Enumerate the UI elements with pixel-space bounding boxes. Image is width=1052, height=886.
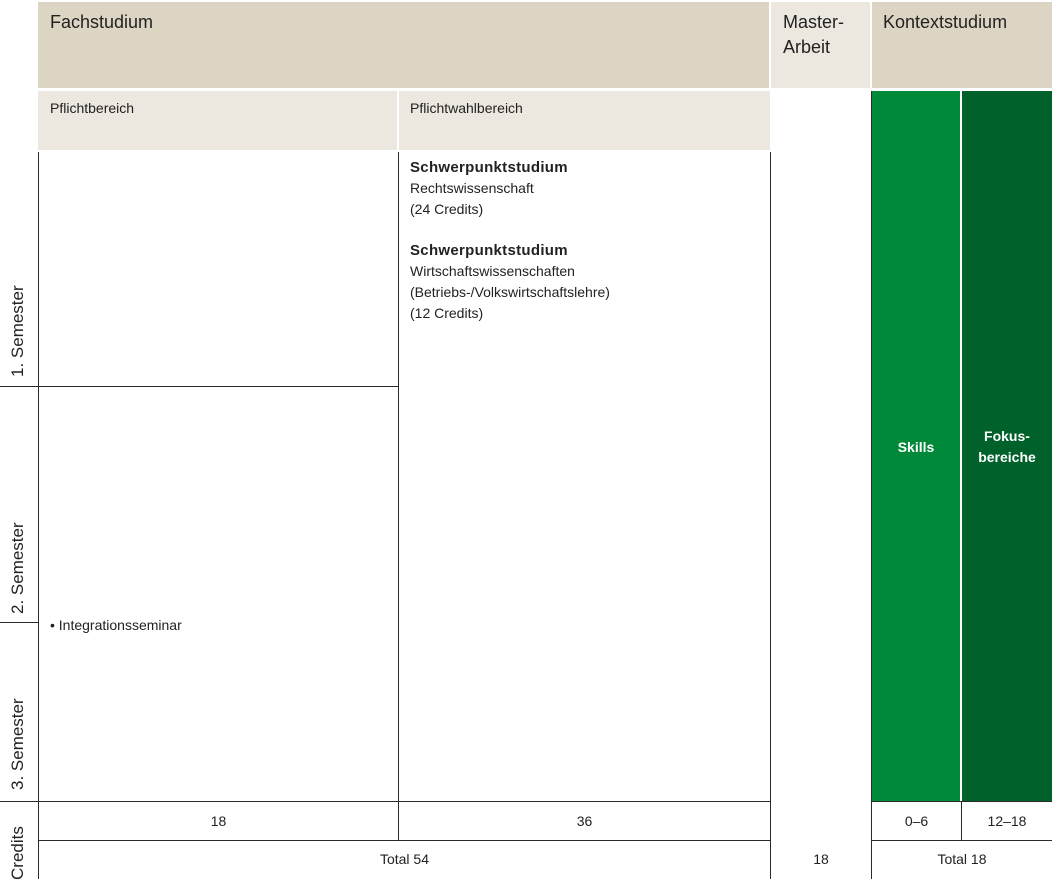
pflichtwahlbereich-header xyxy=(399,91,770,150)
skills-label: Skills xyxy=(897,439,935,455)
divider xyxy=(0,386,398,387)
pflichtwahlbereich-label: Pflichtwahlbereich xyxy=(410,100,523,116)
pflichtwahl-content xyxy=(410,157,765,324)
block1-line1: Rechtswissenschaft xyxy=(410,180,534,196)
pflichtbereich-label: Pflichtbereich xyxy=(50,100,135,116)
credits-skills: 0–6 xyxy=(904,813,929,829)
kontextstudium-header xyxy=(872,2,1052,88)
fokusbereiche-label-2: bereiche xyxy=(978,449,1036,465)
block2-line2: (Betriebs-/Volkswirtschaftslehre) xyxy=(410,284,610,300)
credits-fokus: 12–18 xyxy=(987,813,1027,829)
divider xyxy=(0,801,770,802)
master-arbeit-header xyxy=(771,2,870,88)
pflichtbereich-header xyxy=(38,91,397,150)
block1-line2: (24 Credits) xyxy=(410,201,484,217)
block2-line3: (12 Credits) xyxy=(410,305,484,321)
skills-column xyxy=(872,91,960,801)
kontextstudium-label: Kontextstudium xyxy=(883,12,1008,32)
fokusbereiche-label-1: Fokus- xyxy=(984,428,1030,444)
divider xyxy=(871,801,1052,802)
master-total: 18 xyxy=(813,851,829,867)
fachstudium-label: Fachstudium xyxy=(50,12,154,32)
fokusbereiche-column xyxy=(962,91,1052,801)
fach-total: Total 54 xyxy=(379,851,430,867)
divider xyxy=(38,840,770,841)
master-arbeit-label-2: Arbeit xyxy=(783,37,831,57)
integrationsseminar-item: • Integrationsseminar xyxy=(50,617,182,633)
block2-line1: Wirtschaftswissenschaften xyxy=(410,263,575,279)
block2-title: Schwerpunktstudium xyxy=(410,242,568,259)
kontext-total: Total 18 xyxy=(937,851,987,867)
divider xyxy=(38,152,39,879)
divider xyxy=(398,152,399,840)
semester-1-label: 1. Semester xyxy=(8,285,27,377)
credits-pflichtwahl: 36 xyxy=(576,813,593,829)
semester-2-label: 2. Semester xyxy=(8,522,27,614)
semester-3-label: 3. Semester xyxy=(8,698,27,790)
divider xyxy=(871,91,872,879)
master-arbeit-label-1: Master- xyxy=(783,12,845,32)
block1-title: Schwerpunktstudium xyxy=(410,159,568,176)
fachstudium-header xyxy=(38,2,769,88)
credits-pflicht: 18 xyxy=(210,813,227,829)
divider xyxy=(770,152,771,879)
divider xyxy=(871,840,1052,841)
credits-label: Credits xyxy=(8,826,27,880)
divider xyxy=(0,622,38,623)
